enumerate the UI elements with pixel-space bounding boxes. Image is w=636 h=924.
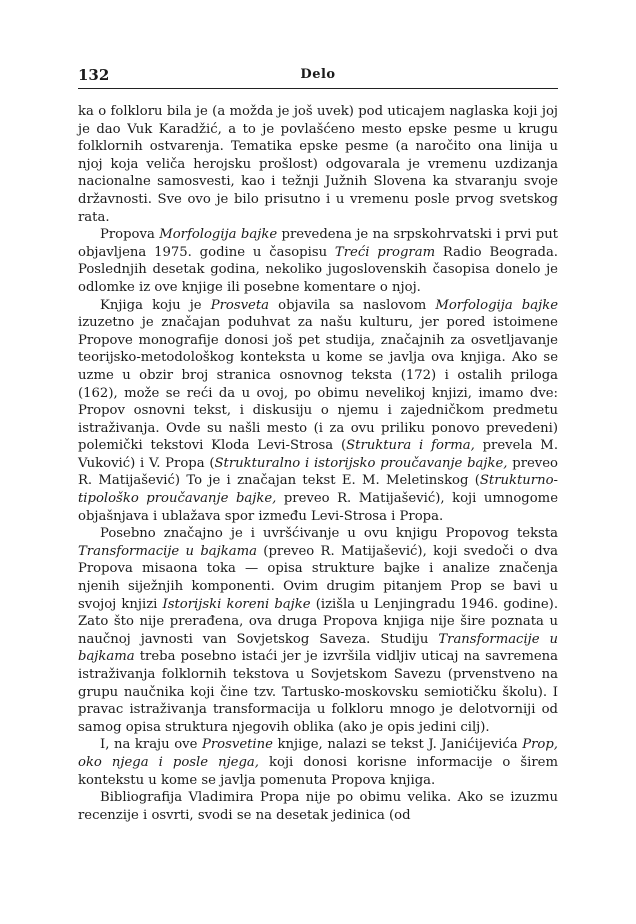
text-run: preveo R. Matijašević), koji umnogome objašnjava i ublažava spor između Levi-Strosa i Propa. (78, 491, 558, 524)
italic-title-run: Morfologija bajke (159, 227, 278, 243)
text-run: objavila sa naslovom (269, 297, 436, 313)
text-run: prevedena je na srpskohrvatski i prvi put objavljena 1975. godine u časopisu (78, 227, 558, 260)
text-run: Knjiga koju je (100, 297, 211, 313)
paragraph (78, 103, 558, 226)
text-run: I, na kraju ove (100, 737, 202, 753)
text-run: treba posebno istaći jer je izvršila vidljiv uticaj na savremena istraživanja folklornih tekstova u Sovjetskom Savezu (prvenstveno na grupu naučnika koji čine tzv. Tartusko-moskovsku semiotičku školu). I pravac istraživanja transformacija u folkloru mnogo je delotvorniji od samog opisa struktura njegovih oblika (ako je opis jedini cilj). (78, 649, 558, 735)
italic-title-run: Transformacije u bajkama (78, 631, 558, 665)
italic-title-run: Struktura i forma, (346, 438, 475, 454)
italic-title-run: Transformacije u bajkama (78, 543, 257, 559)
text-run: ka o folkloru bila je (a možda je još uvek) pod uticajem naglaska koji joj je dao Vuk Karadžić, a to je povlašćeno mesto epske pesme u krugu folklornih ostvarenja. Tematika epske pesme (a naročito ona linija u njoj koja veliča herojsku prošlost) odgovarala je vremenu uzdizanja nacionalne samosvesti, kao i težnji Južnih Slovena ka stvaranju svoje državnosti. Sve ovo je bilo prisutno i u vremenu posle prvog svetskog rata. (78, 104, 558, 225)
running-title: Delo (300, 67, 336, 82)
text-run: Bibliografija Vladimira Propa nije po obimu velika. Ako se izuzmu recenzije i osvrti, svodi se na desetak jedinica (od (78, 790, 558, 823)
text-run: koji donosi korisne informacije o širem kontekstu u kome se javlja pomenuta Propova knjiga. (78, 754, 558, 788)
text-run: Radio Beograda. Poslednjih desetak godina, nekoliko jugoslovenskih časopisa donelo je odlomke iz ove knjige ili posebne komentare o njoj. (78, 244, 558, 295)
paragraph (78, 226, 558, 296)
text-run: preveo R. Matijašević) To je i značajan tekst E. M. Meletinskog ( (78, 455, 558, 489)
italic-title-run: Strukturalno i istorijsko proučavanje bajke, (214, 455, 508, 471)
italic-title-run: Prosveta (210, 297, 270, 313)
text-run: (preveo R. Matijašević), koji svedoči o dva Propova misaona toka — opisa strukture bajke i analize značenja njenih siježnjih komponenti. Ovim drugim pitanjem Prop se bavi u svojoj knjizi (78, 543, 559, 612)
text-run: knjige, nalazi se tekst J. Janićijevića (272, 737, 523, 753)
text-run: prevela M. Vuković) i V. Propa ( (78, 438, 559, 471)
italic-title-run: Istorijski koreni bajke (162, 596, 311, 612)
paragraph (78, 789, 558, 824)
paragraph (78, 297, 558, 526)
page-header (78, 62, 558, 89)
text-run: Propova (100, 227, 160, 243)
text-run: izuzetno je značajan poduhvat za našu kulturu, jer pored istoimene Propove monografije donosi još pet studija, značajnih za osvetljavanje teorijsko-metodološkog konteksta u kome se javlja ova knjiga. Ako se uzme u obzir broj stranica osnovnog teksta (172) i ostalih priloga (162), može se reći da u ovoj, po obimu nevelikoj knjizi, imamo dve: Propov osnovni tekst, i diskusiju o njemu i zajedničkom predmetu istraživanja. Ovde su našli mesto (i za ovu priliku ponovo prevedeni) polemički tekstovi Kloda Levi-Strosa ( (78, 315, 558, 454)
italic-title-run: Morfologija bajke (435, 297, 558, 313)
book-page (78, 62, 558, 824)
body-text (78, 103, 558, 824)
text-run: Posebno značajno je i uvršćivanje u ovu knjigu Propovog teksta (100, 526, 558, 542)
italic-title-run: Prop, oko njega i posle njega, (78, 737, 558, 770)
italic-title-run: Strukturno-tipološko proučavanje bajke, (78, 473, 558, 507)
paragraph (78, 736, 558, 789)
paragraph (78, 525, 558, 736)
text-run: (izišla u Lenjingradu 1946. godine). Zato što nije prerađena, ova druga Propova knjiga nije šire poznata u naučnoj javnosti van Sovjetskog Saveza. Studiju (78, 596, 559, 647)
page-number: 132 (78, 66, 110, 84)
italic-title-run: Prosvetine (201, 737, 273, 753)
italic-title-run: Treći program (334, 244, 436, 260)
